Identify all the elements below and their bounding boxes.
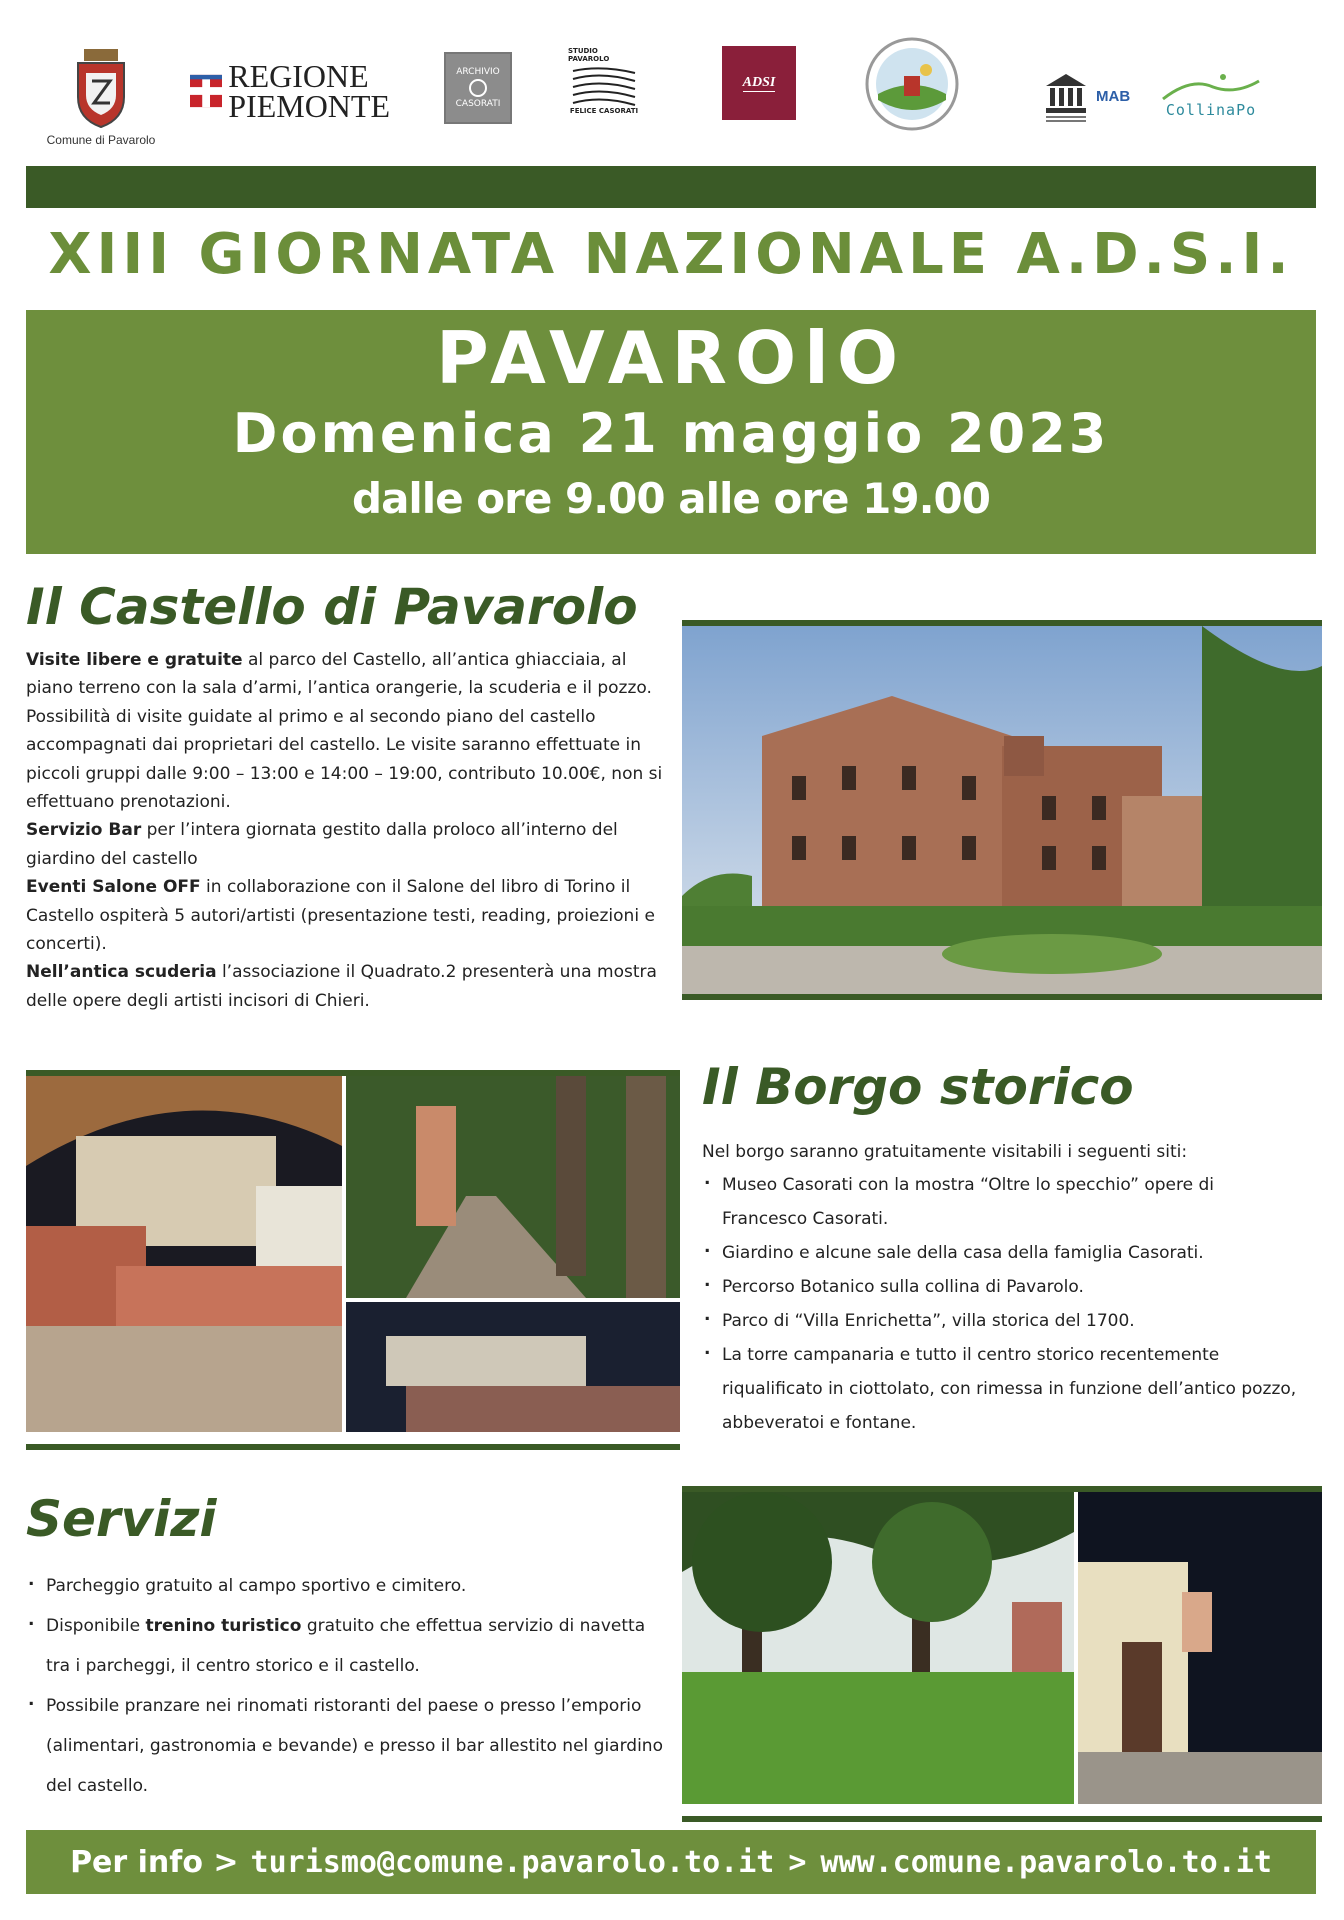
footer-info-bar	[26, 1830, 1316, 1894]
servizi-photo-collage	[682, 1486, 1322, 1822]
event-title: XIII GIORNATA NAZIONALE A.D.S.I.	[48, 222, 1294, 287]
borgo-text	[702, 1138, 1302, 1440]
town-name: PAVAROlO	[435, 316, 907, 400]
castello-heading: Il Castello di Pavarolo	[26, 578, 638, 636]
borgo-photo-collage	[26, 1070, 680, 1450]
archivio-casorati-logo	[444, 52, 512, 124]
castello-paragraph-scuderia: Nell’antica scuderia l’associazione il Quadrato.2 presenterà una mostra delle opere degli artisti incisori di Chieri.	[26, 962, 657, 1011]
piemonte-flag-icon	[190, 62, 222, 120]
event-date: Domenica 21 maggio 2023	[232, 402, 1110, 465]
collinapo-logo	[1156, 64, 1266, 126]
castello-paragraph-events: Eventi Salone OFF in collaborazione con il Salone del libro di Torino il Castello ospiterà 5 autori/artisti (presentazione testi, reading, proiezioni e concerti).	[26, 877, 655, 955]
list-item: . Parco di “Villa Enrichetta”, villa storica del 1700.	[702, 1304, 1302, 1338]
event-banner	[26, 310, 1316, 554]
footer-separator: >	[788, 1844, 807, 1880]
unesco-mab-logo	[1042, 60, 1152, 132]
list-item: . Disponibile trenino turistico gratuito che effettua servizio di navetta tra i parcheggi, il centro storico e il castello.	[26, 1606, 666, 1686]
collinapo-label: CollinaPo	[1165, 101, 1257, 119]
borgo-heading: Il Borgo storico	[702, 1058, 1134, 1116]
casorati-label: CASORATI	[455, 99, 501, 109]
piemonte-label: PIEMONTE	[228, 88, 390, 124]
castle-photo	[682, 620, 1322, 1000]
landscape-lines-icon	[571, 63, 637, 107]
list-item: . Percorso Botanico sulla collina di Pavarolo.	[702, 1270, 1302, 1304]
list-item: . La torre campanaria e tutto il centro storico recentemente riqualificato in ciottolato, con rimessa in funzione dell’antico pozzo, abbeveratoi e fontane.	[702, 1338, 1302, 1440]
coat-of-arms-icon	[70, 47, 132, 129]
regione-piemonte-logo	[190, 58, 390, 124]
list-item: . Possibile pranzare nei rinomati ristoranti del paese o presso l’emporio (alimentari, gastronomia e bevande) e presso il bar allestito nel giardino del castello.	[26, 1686, 666, 1806]
archivio-label: ARCHIVIO	[456, 67, 500, 77]
regione-label: REGIONE	[228, 58, 369, 94]
studio-label: STUDIO PAVAROLO	[568, 47, 610, 63]
night-town-illustration	[26, 1076, 680, 1444]
info-label: Per info >	[70, 1844, 239, 1880]
castello-text	[26, 646, 672, 1015]
list-item: . Giardino e alcune sale della casa della famiglia Casorati.	[702, 1236, 1302, 1270]
borgo-sites-list	[702, 1168, 1302, 1440]
servizi-list	[26, 1566, 666, 1806]
castello-paragraph-visits: Visite libere e gratuite al parco del Castello, all’antica ghiacciaia, al piano terreno con la sala d’armi, l’antica orangerie, la scuderia e il pozzo. Possibilità di visite guidate al primo e al secondo piano del castello accompagnati dai proprietari del castello. Le visite saranno effettuate in piccoli gruppi dalle 9:00 – 13:00 e 14:00 – 19:00, contributo 10.00€, non si effettuano prenotazioni.	[26, 650, 663, 813]
borgo-intro: Nel borgo saranno gratuitamente visitabili i seguenti siti:	[702, 1142, 1188, 1162]
comune-logo	[36, 44, 166, 150]
mab-label: MAB	[1096, 87, 1131, 105]
round-emblem-logo	[864, 36, 960, 132]
servizi-text	[26, 1566, 666, 1806]
website-link[interactable]: www.comune.pavarolo.to.it	[820, 1844, 1272, 1880]
header-divider-bar	[26, 166, 1316, 208]
emblem-icon	[864, 36, 960, 132]
comune-name: Comune di Pavarolo	[46, 133, 156, 147]
park-and-street-illustration	[682, 1492, 1322, 1804]
circle-icon	[467, 77, 489, 99]
adsi-label: ADSI	[742, 74, 776, 90]
felice-casorati-label: FELICE CASORATI	[569, 107, 639, 115]
unesco-temple-icon	[1042, 68, 1090, 124]
hill-icon	[1161, 71, 1261, 101]
castle-illustration	[682, 626, 1322, 994]
event-hours: dalle ore 9.00 alle ore 19.00	[352, 474, 990, 523]
list-item: . Museo Casorati con la mostra “Oltre lo specchio” opere di Francesco Casorati.	[702, 1168, 1302, 1236]
adsi-logo	[722, 46, 796, 120]
list-item: . Parcheggio gratuito al campo sportivo e cimitero.	[26, 1566, 666, 1606]
email-link[interactable]: turismo@comune.pavarolo.to.it	[250, 1844, 775, 1880]
studio-casorati-logo	[568, 46, 640, 116]
servizi-heading: Servizi	[26, 1490, 217, 1548]
castello-paragraph-bar: Servizio Bar per l’intera giornata gestito dalla proloco all’interno del giardino del castello	[26, 820, 618, 869]
